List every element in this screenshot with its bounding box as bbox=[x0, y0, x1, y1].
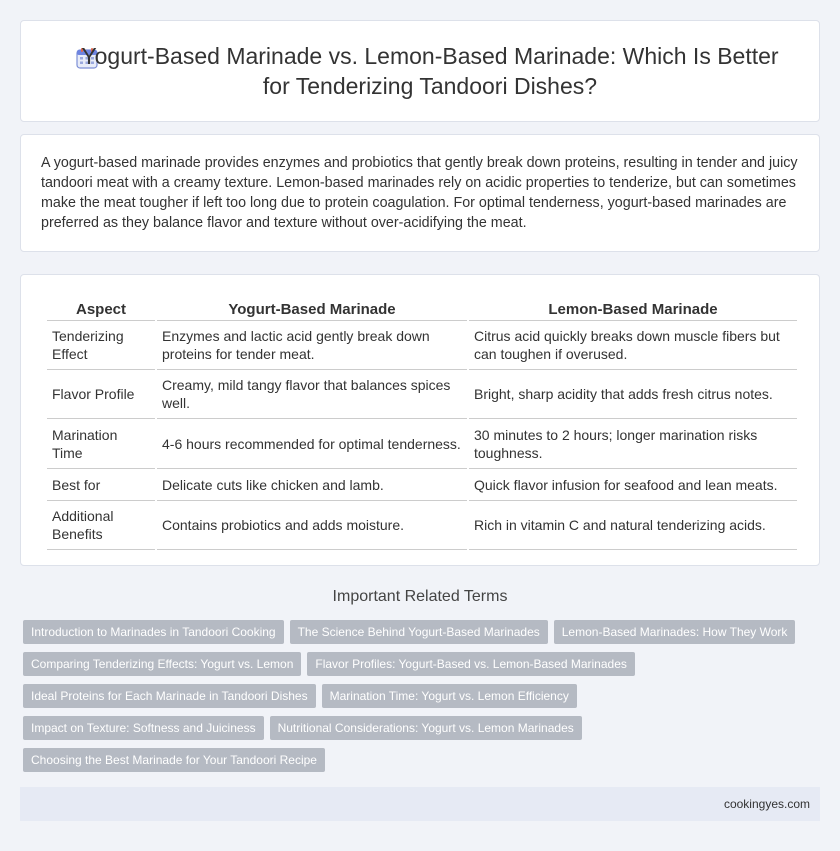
related-term-tag[interactable]: Nutritional Considerations: Yogurt vs. Lemon Marinades bbox=[270, 716, 582, 740]
table-row bbox=[47, 469, 797, 501]
cell-aspect: Tenderizing Effect bbox=[47, 321, 155, 370]
related-term-tag[interactable]: Marination Time: Yogurt vs. Lemon Efficiency bbox=[322, 684, 577, 708]
cell-aspect: Best for bbox=[47, 469, 155, 501]
cell-lemon: Bright, sharp acidity that adds fresh citrus notes. bbox=[469, 370, 797, 419]
table-header-row bbox=[47, 295, 797, 321]
related-term-tag[interactable]: Choosing the Best Marinade for Your Tandoori Recipe bbox=[23, 748, 325, 772]
comparison-table bbox=[45, 295, 799, 550]
related-term-tag[interactable]: Comparing Tenderizing Effects: Yogurt vs. Lemon bbox=[23, 652, 301, 676]
related-term-tag[interactable]: Impact on Texture: Softness and Juiciness bbox=[23, 716, 264, 740]
cell-lemon: 30 minutes to 2 hours; longer marination risks toughness. bbox=[469, 419, 797, 469]
table-row bbox=[47, 321, 797, 370]
related-term-tag[interactable]: Lemon-Based Marinades: How They Work bbox=[554, 620, 796, 644]
summary-card bbox=[20, 134, 820, 252]
cell-yogurt: Contains probiotics and adds moisture. bbox=[157, 501, 467, 550]
table-row bbox=[47, 501, 797, 550]
cell-yogurt: 4-6 hours recommended for optimal tenderness. bbox=[157, 419, 467, 469]
comparison-card bbox=[20, 274, 820, 566]
footer bbox=[20, 787, 820, 821]
header-lemon: Lemon-Based Marinade bbox=[469, 295, 797, 321]
title-card bbox=[20, 20, 820, 122]
table-row bbox=[47, 370, 797, 419]
header-aspect: Aspect bbox=[47, 295, 155, 321]
cell-yogurt: Delicate cuts like chicken and lamb. bbox=[157, 469, 467, 501]
related-term-tag[interactable]: Ideal Proteins for Each Marinade in Tandoori Dishes bbox=[23, 684, 316, 708]
related-term-tag[interactable]: Flavor Profiles: Yogurt-Based vs. Lemon-Based Marinades bbox=[307, 652, 635, 676]
related-term-tag[interactable]: Introduction to Marinades in Tandoori Cooking bbox=[23, 620, 284, 644]
related-terms-title: Important Related Terms bbox=[332, 588, 508, 605]
cell-yogurt: Creamy, mild tangy flavor that balances spices well. bbox=[157, 370, 467, 419]
footer-site-link[interactable]: cookingyes.com bbox=[723, 797, 810, 811]
cell-aspect: Marination Time bbox=[47, 419, 155, 469]
cell-aspect: Flavor Profile bbox=[47, 370, 155, 419]
summary-text: A yogurt-based marinade provides enzymes and probiotics that gently break down proteins, resulting in tender and juicy tandoori meat with a creamy texture. Lemon-based marinades rely on acidic properties to tenderize, but can sometimes make the meat tougher if left too long due to protein coagulation. For optimal tenderness, yogurt-based marinades are preferred as they balance flavor and texture without over-acidifying the meat. bbox=[41, 155, 798, 231]
cell-lemon: Citrus acid quickly breaks down muscle fibers but can toughen if overused. bbox=[469, 321, 797, 370]
header-yogurt: Yogurt-Based Marinade bbox=[157, 295, 467, 321]
related-term-tag[interactable]: The Science Behind Yogurt-Based Marinades bbox=[290, 620, 548, 644]
table-row bbox=[47, 419, 797, 469]
cell-lemon: Rich in vitamin C and natural tenderizing acids. bbox=[469, 501, 797, 550]
cell-lemon: Quick flavor infusion for seafood and lean meats. bbox=[469, 469, 797, 501]
cell-yogurt: Enzymes and lactic acid gently break down proteins for tender meat. bbox=[157, 321, 467, 370]
cell-aspect: Additional Benefits bbox=[47, 501, 155, 550]
page-title: Yogurt-Based Marinade vs. Lemon-Based Marinade: Which Is Better for Tenderizing Tandoori Dishes? bbox=[81, 43, 779, 99]
related-terms-list bbox=[23, 620, 803, 772]
